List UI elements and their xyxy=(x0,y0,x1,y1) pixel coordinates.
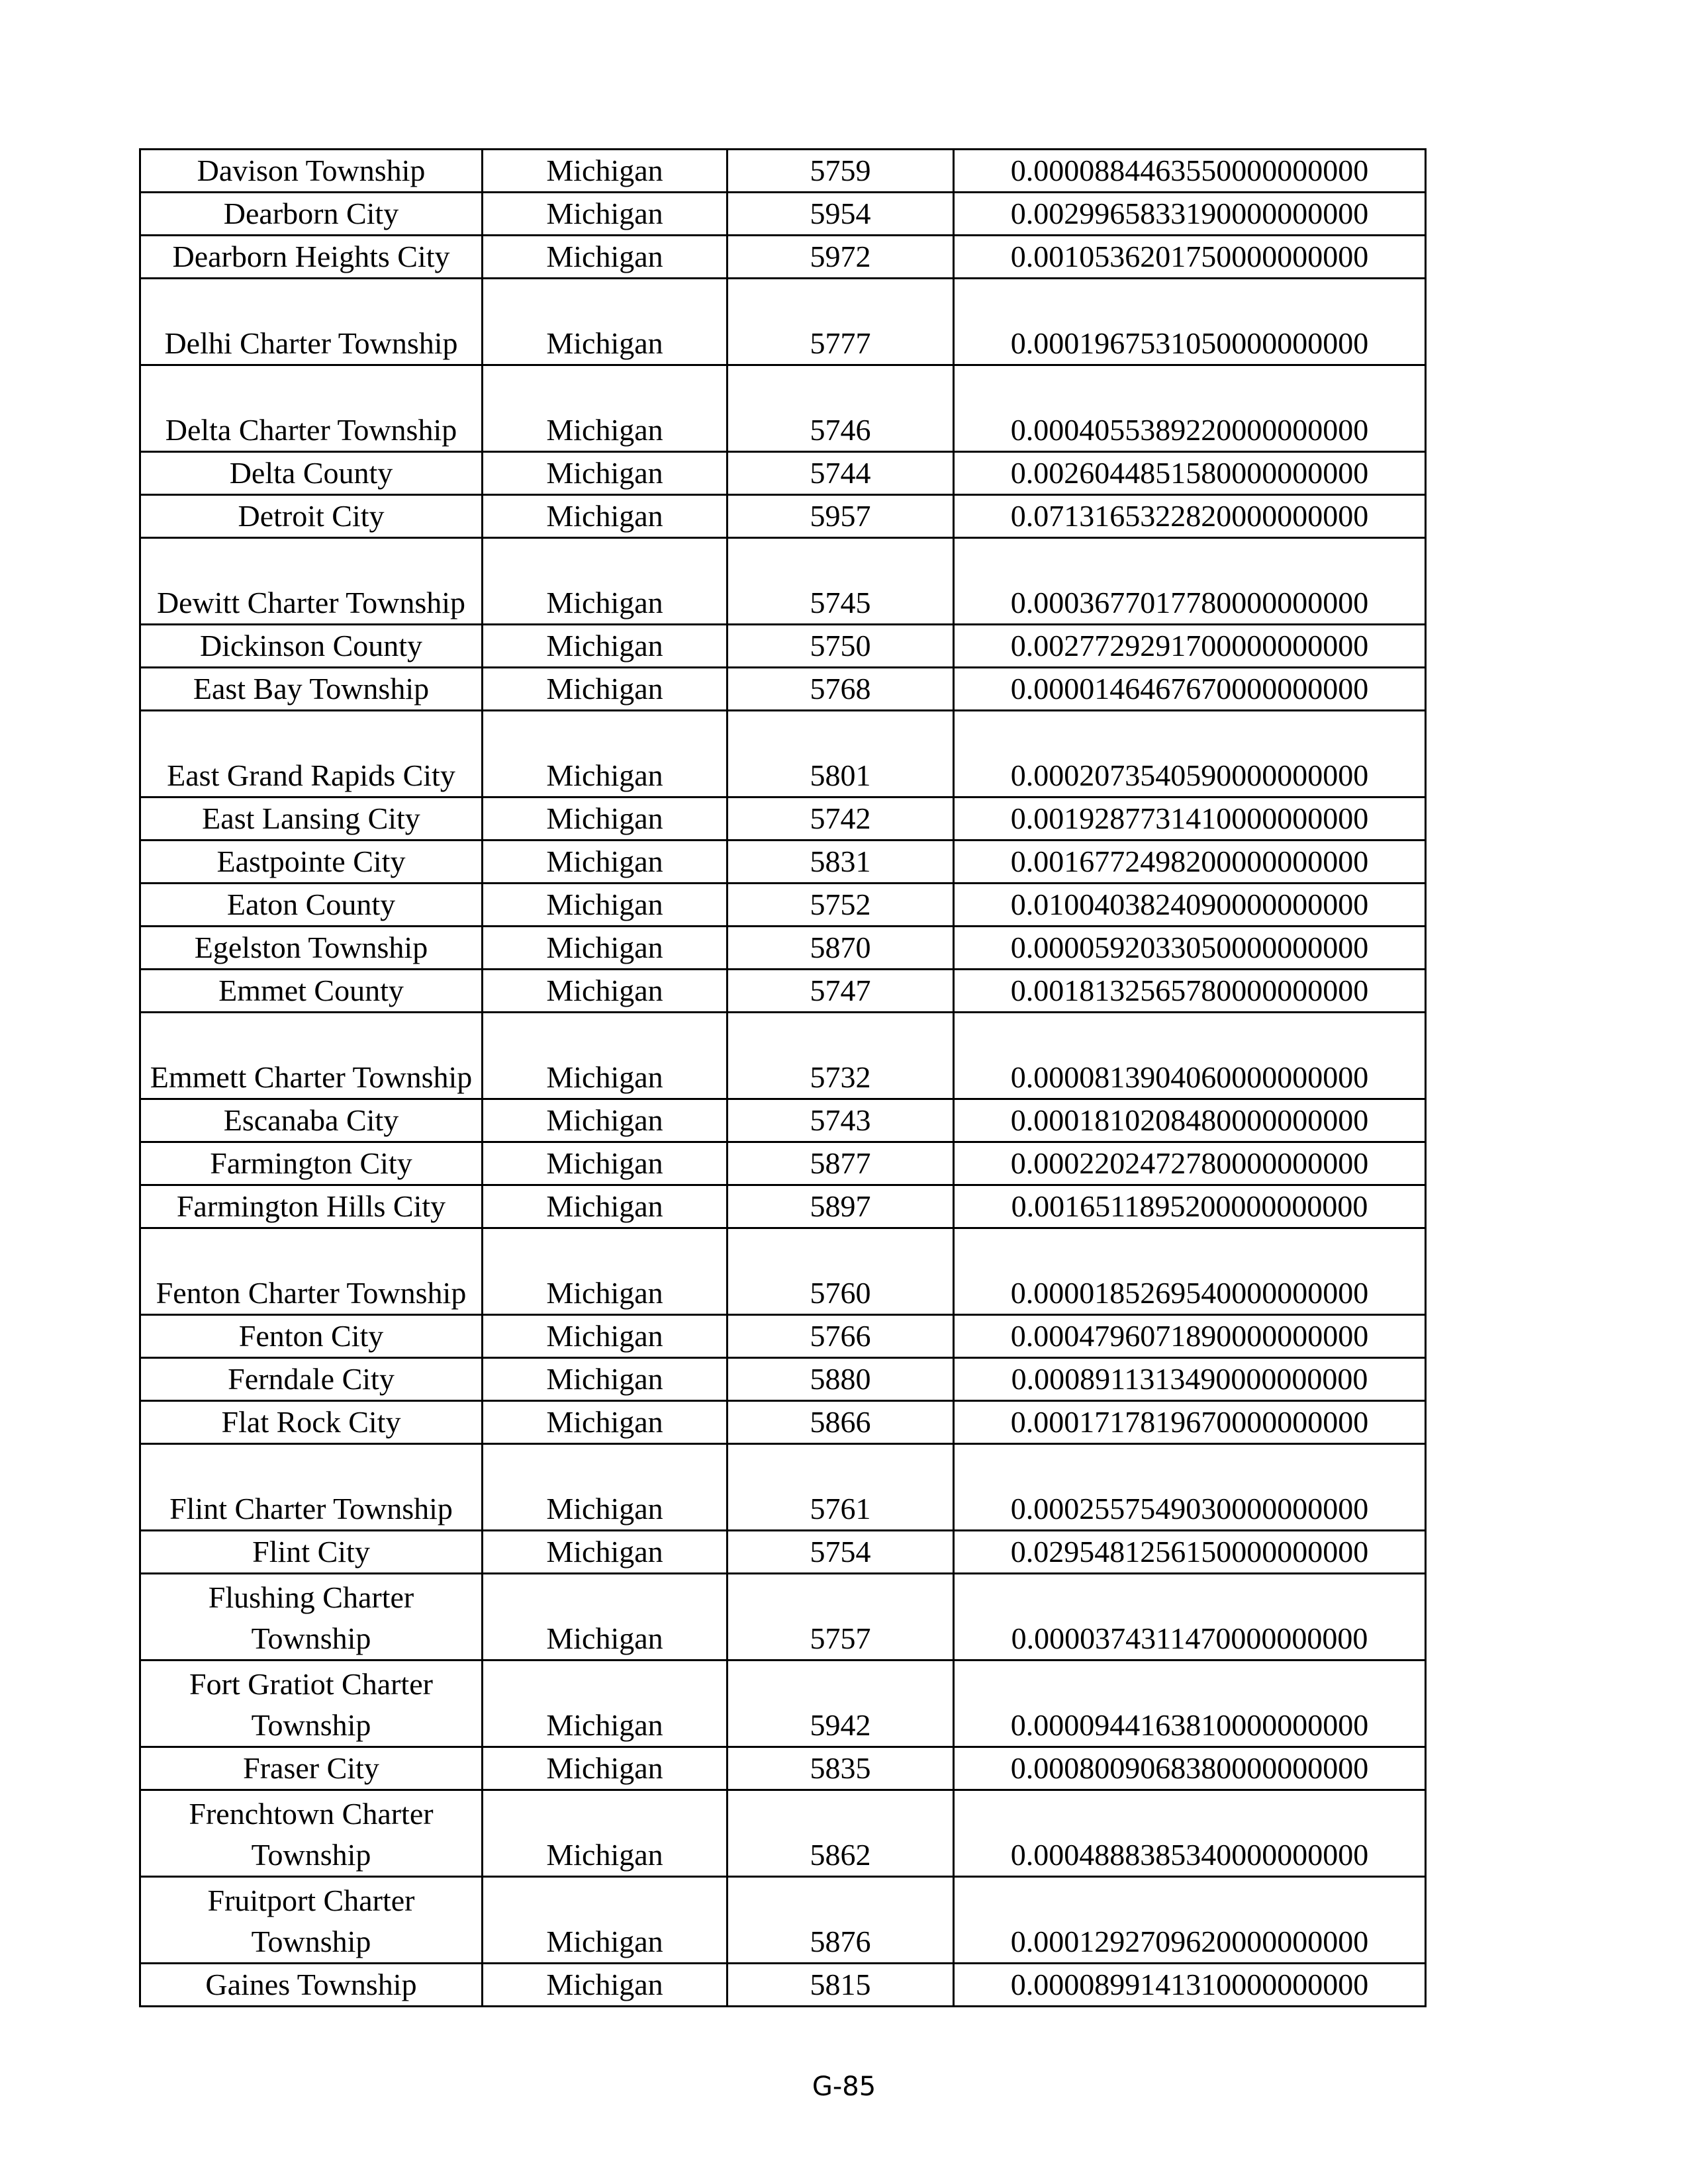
jurisdiction-cell: Fenton City xyxy=(140,1315,483,1358)
code-cell: 5747 xyxy=(727,970,954,1013)
jurisdiction-cell: Fraser City xyxy=(140,1747,483,1790)
table-row xyxy=(140,1877,1426,1964)
state-cell: Michigan xyxy=(483,1661,727,1747)
table-row xyxy=(140,1013,1426,1099)
table-row xyxy=(140,927,1426,970)
code-cell: 5757 xyxy=(727,1574,954,1661)
state-cell: Michigan xyxy=(483,1358,727,1401)
state-cell: Michigan xyxy=(483,150,727,193)
allocation-value-cell: 0.0016772498200000000000 xyxy=(954,841,1426,884)
allocation-value-cell: 0.0000813904060000000000 xyxy=(954,1013,1426,1099)
allocation-value-cell: 0.0001967531050000000000 xyxy=(954,279,1426,365)
allocation-value-cell: 0.0000146467670000000000 xyxy=(954,668,1426,711)
table-row xyxy=(140,625,1426,668)
table-row xyxy=(140,279,1426,365)
jurisdiction-cell: Egelston Township xyxy=(140,927,483,970)
allocation-value-cell: 0.0002073540590000000000 xyxy=(954,711,1426,797)
allocation-value-cell: 0.0019287731410000000000 xyxy=(954,797,1426,841)
code-cell: 5862 xyxy=(727,1790,954,1877)
table-row xyxy=(140,841,1426,884)
state-cell: Michigan xyxy=(483,970,727,1013)
table-row xyxy=(140,495,1426,538)
code-cell: 5877 xyxy=(727,1142,954,1185)
state-cell: Michigan xyxy=(483,668,727,711)
table-row xyxy=(140,1574,1426,1661)
table-body xyxy=(140,150,1426,2007)
allocation-value-cell: 0.0016511895200000000000 xyxy=(954,1185,1426,1228)
code-cell: 5866 xyxy=(727,1401,954,1444)
jurisdiction-cell: Farmington Hills City xyxy=(140,1185,483,1228)
table-row xyxy=(140,1099,1426,1142)
table-row xyxy=(140,452,1426,495)
state-cell: Michigan xyxy=(483,927,727,970)
allocation-value-cell: 0.0000899141310000000000 xyxy=(954,1964,1426,2007)
code-cell: 5835 xyxy=(727,1747,954,1790)
allocation-value-cell: 0.0000884463550000000000 xyxy=(954,150,1426,193)
allocation-value-cell: 0.0003677017780000000000 xyxy=(954,538,1426,625)
state-cell: Michigan xyxy=(483,711,727,797)
state-cell: Michigan xyxy=(483,797,727,841)
table-row xyxy=(140,1358,1426,1401)
table-row xyxy=(140,1401,1426,1444)
allocation-value-cell: 0.0002557549030000000000 xyxy=(954,1444,1426,1531)
allocation-value-cell: 0.0026044851580000000000 xyxy=(954,452,1426,495)
code-cell: 5954 xyxy=(727,193,954,236)
allocation-value-cell: 0.0001717819670000000000 xyxy=(954,1401,1426,1444)
code-cell: 5777 xyxy=(727,279,954,365)
allocation-value-cell: 0.0713165322820000000000 xyxy=(954,495,1426,538)
state-cell: Michigan xyxy=(483,1747,727,1790)
table-row xyxy=(140,668,1426,711)
table-row xyxy=(140,970,1426,1013)
code-cell: 5752 xyxy=(727,884,954,927)
jurisdiction-cell: Dewitt Charter Township xyxy=(140,538,483,625)
code-cell: 5746 xyxy=(727,365,954,452)
allocation-value-cell: 0.0010536201750000000000 xyxy=(954,236,1426,279)
jurisdiction-cell: Ferndale City xyxy=(140,1358,483,1401)
state-cell: Michigan xyxy=(483,1228,727,1315)
code-cell: 5754 xyxy=(727,1531,954,1574)
jurisdiction-cell: Escanaba City xyxy=(140,1099,483,1142)
jurisdiction-cell: Emmet County xyxy=(140,970,483,1013)
code-cell: 5897 xyxy=(727,1185,954,1228)
state-cell: Michigan xyxy=(483,365,727,452)
table-row xyxy=(140,1747,1426,1790)
jurisdiction-cell: Gaines Township xyxy=(140,1964,483,2007)
state-cell: Michigan xyxy=(483,1185,727,1228)
allocation-value-cell: 0.0029965833190000000000 xyxy=(954,193,1426,236)
table-row xyxy=(140,236,1426,279)
code-cell: 5831 xyxy=(727,841,954,884)
allocation-value-cell: 0.0000592033050000000000 xyxy=(954,927,1426,970)
allocation-value-cell: 0.0002202472780000000000 xyxy=(954,1142,1426,1185)
jurisdiction-cell: Eastpointe City xyxy=(140,841,483,884)
jurisdiction-cell: Frenchtown Charter Township xyxy=(140,1790,483,1877)
state-cell: Michigan xyxy=(483,625,727,668)
state-cell: Michigan xyxy=(483,236,727,279)
table-row xyxy=(140,884,1426,927)
allocation-value-cell: 0.0008009068380000000000 xyxy=(954,1747,1426,1790)
code-cell: 5972 xyxy=(727,236,954,279)
jurisdiction-cell: Fruitport Charter Township xyxy=(140,1877,483,1964)
table-row xyxy=(140,365,1426,452)
table-row xyxy=(140,1315,1426,1358)
state-cell: Michigan xyxy=(483,495,727,538)
state-cell: Michigan xyxy=(483,1964,727,2007)
state-cell: Michigan xyxy=(483,1142,727,1185)
jurisdiction-cell: Flint City xyxy=(140,1531,483,1574)
code-cell: 5768 xyxy=(727,668,954,711)
code-cell: 5750 xyxy=(727,625,954,668)
jurisdiction-cell: Fort Gratiot Charter Township xyxy=(140,1661,483,1747)
allocation-value-cell: 0.0001810208480000000000 xyxy=(954,1099,1426,1142)
table-row xyxy=(140,1964,1426,2007)
state-cell: Michigan xyxy=(483,538,727,625)
jurisdiction-cell: East Lansing City xyxy=(140,797,483,841)
jurisdiction-cell: Fenton Charter Township xyxy=(140,1228,483,1315)
allocation-value-cell: 0.0000374311470000000000 xyxy=(954,1574,1426,1661)
jurisdiction-cell: Dearborn City xyxy=(140,193,483,236)
state-cell: Michigan xyxy=(483,1315,727,1358)
jurisdiction-cell: Delta County xyxy=(140,452,483,495)
allocation-value-cell: 0.0295481256150000000000 xyxy=(954,1531,1426,1574)
table-row xyxy=(140,1185,1426,1228)
code-cell: 5743 xyxy=(727,1099,954,1142)
table-row xyxy=(140,711,1426,797)
code-cell: 5761 xyxy=(727,1444,954,1531)
code-cell: 5744 xyxy=(727,452,954,495)
allocation-table xyxy=(139,148,1427,2007)
state-cell: Michigan xyxy=(483,279,727,365)
state-cell: Michigan xyxy=(483,841,727,884)
jurisdiction-cell: Flushing Charter Township xyxy=(140,1574,483,1661)
jurisdiction-cell: Emmett Charter Township xyxy=(140,1013,483,1099)
code-cell: 5870 xyxy=(727,927,954,970)
table-row xyxy=(140,150,1426,193)
allocation-value-cell: 0.0004796071890000000000 xyxy=(954,1315,1426,1358)
state-cell: Michigan xyxy=(483,1401,727,1444)
jurisdiction-cell: Delhi Charter Township xyxy=(140,279,483,365)
code-cell: 5957 xyxy=(727,495,954,538)
state-cell: Michigan xyxy=(483,452,727,495)
code-cell: 5766 xyxy=(727,1315,954,1358)
code-cell: 5742 xyxy=(727,797,954,841)
table-row xyxy=(140,797,1426,841)
code-cell: 5732 xyxy=(727,1013,954,1099)
code-cell: 5801 xyxy=(727,711,954,797)
jurisdiction-cell: Dickinson County xyxy=(140,625,483,668)
allocation-value-cell: 0.0027729291700000000000 xyxy=(954,625,1426,668)
allocation-value-cell: 0.0004888385340000000000 xyxy=(954,1790,1426,1877)
allocation-value-cell: 0.0004055389220000000000 xyxy=(954,365,1426,452)
jurisdiction-cell: East Grand Rapids City xyxy=(140,711,483,797)
jurisdiction-cell: Flint Charter Township xyxy=(140,1444,483,1531)
allocation-value-cell: 0.0000944163810000000000 xyxy=(954,1661,1426,1747)
table-row xyxy=(140,1444,1426,1531)
code-cell: 5876 xyxy=(727,1877,954,1964)
table-row xyxy=(140,1531,1426,1574)
table-row xyxy=(140,1228,1426,1315)
allocation-value-cell: 0.0000185269540000000000 xyxy=(954,1228,1426,1315)
table-row xyxy=(140,1142,1426,1185)
jurisdiction-cell: Dearborn Heights City xyxy=(140,236,483,279)
allocation-value-cell: 0.0018132565780000000000 xyxy=(954,970,1426,1013)
jurisdiction-cell: Eaton County xyxy=(140,884,483,927)
allocation-value-cell: 0.0100403824090000000000 xyxy=(954,884,1426,927)
state-cell: Michigan xyxy=(483,1877,727,1964)
table-row xyxy=(140,1790,1426,1877)
state-cell: Michigan xyxy=(483,1099,727,1142)
jurisdiction-cell: Flat Rock City xyxy=(140,1401,483,1444)
code-cell: 5815 xyxy=(727,1964,954,2007)
state-cell: Michigan xyxy=(483,884,727,927)
table-row xyxy=(140,538,1426,625)
jurisdiction-cell: East Bay Township xyxy=(140,668,483,711)
state-cell: Michigan xyxy=(483,1531,727,1574)
allocation-value-cell: 0.0008911313490000000000 xyxy=(954,1358,1426,1401)
table-row xyxy=(140,1661,1426,1747)
state-cell: Michigan xyxy=(483,1574,727,1661)
code-cell: 5880 xyxy=(727,1358,954,1401)
state-cell: Michigan xyxy=(483,1790,727,1877)
jurisdiction-cell: Davison Township xyxy=(140,150,483,193)
jurisdiction-cell: Detroit City xyxy=(140,495,483,538)
page-number: G-85 xyxy=(812,2071,876,2102)
table-row xyxy=(140,193,1426,236)
code-cell: 5760 xyxy=(727,1228,954,1315)
code-cell: 5745 xyxy=(727,538,954,625)
jurisdiction-cell: Delta Charter Township xyxy=(140,365,483,452)
state-cell: Michigan xyxy=(483,1444,727,1531)
allocation-value-cell: 0.0001292709620000000000 xyxy=(954,1877,1426,1964)
code-cell: 5759 xyxy=(727,150,954,193)
jurisdiction-cell: Farmington City xyxy=(140,1142,483,1185)
state-cell: Michigan xyxy=(483,193,727,236)
state-cell: Michigan xyxy=(483,1013,727,1099)
code-cell: 5942 xyxy=(727,1661,954,1747)
